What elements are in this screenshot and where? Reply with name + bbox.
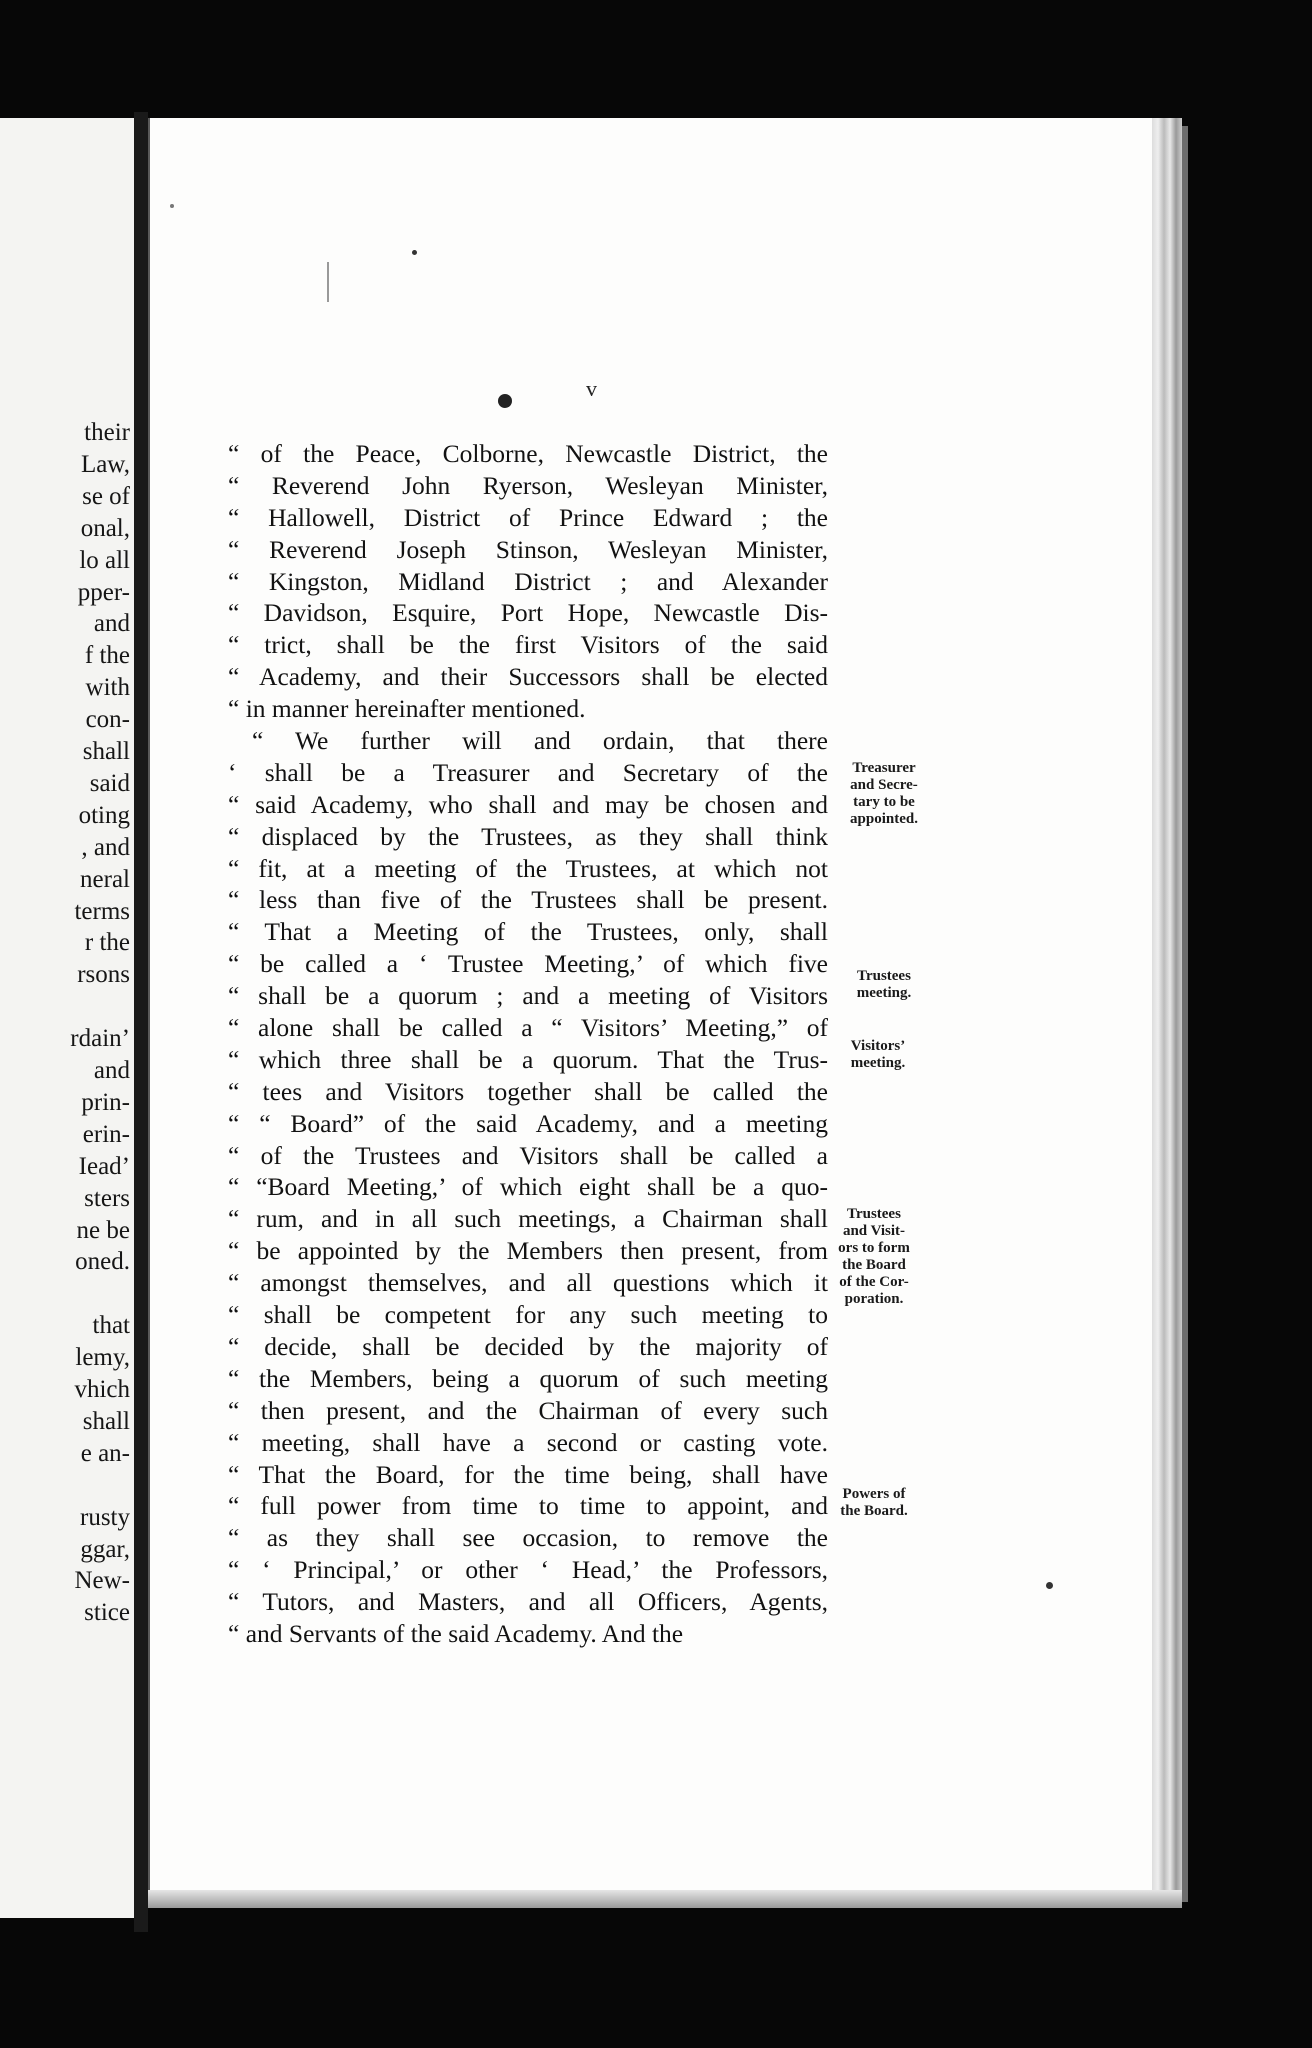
text-line: “ “Board Meeting,’ of which eight shall be a quo- bbox=[228, 1172, 828, 1202]
side-note-line: ors to form bbox=[838, 1240, 910, 1256]
left-page-fragment: New- bbox=[74, 1567, 130, 1595]
text-line: “ That the Board, for the time being, shall have bbox=[228, 1459, 828, 1489]
text-line: “ Davidson, Esquire, Port Hope, Newcastle Dis- bbox=[228, 598, 828, 628]
text-line: “ tees and Visitors together shall be called the bbox=[228, 1076, 828, 1106]
body-text bbox=[228, 438, 828, 1650]
text-line: “ full power from time to time to appoint, and bbox=[228, 1491, 828, 1521]
left-page-fragment: lemy, bbox=[75, 1344, 130, 1372]
side-note-line: Visitors’ bbox=[850, 1038, 906, 1054]
left-page-fragment: ne be bbox=[76, 1216, 130, 1244]
text-line: “ be called a ‘ Trustee Meeting,’ of which five bbox=[228, 949, 828, 979]
side-note-line: and Secre- bbox=[850, 777, 918, 793]
left-page-fragment: shall bbox=[82, 1407, 130, 1435]
text-line: “ rum, and in all such meetings, a Chairman shall bbox=[228, 1204, 828, 1234]
ink-speck bbox=[412, 250, 417, 255]
left-page-fragment: e an- bbox=[80, 1439, 130, 1467]
left-page-fragment: that bbox=[92, 1312, 130, 1340]
side-note-powers bbox=[818, 1486, 930, 1520]
left-page-fragment: oting bbox=[78, 801, 130, 829]
left-facing-page bbox=[0, 118, 137, 1918]
left-page-fragment: lo all bbox=[79, 546, 130, 574]
page-bottom-edge bbox=[148, 1890, 1182, 1908]
ink-speck bbox=[1046, 1582, 1053, 1589]
text-line: “ and Servants of the said Academy. And the bbox=[228, 1618, 684, 1648]
text-line: “ which three shall be a quorum. That the Trus- bbox=[228, 1044, 828, 1074]
side-note-trustees-meeting bbox=[828, 968, 940, 1002]
page-edge-shadow bbox=[1182, 126, 1188, 1902]
side-note-line: Trustees bbox=[847, 1206, 901, 1222]
text-line: ‘ shall be a Treasurer and Secretary of the bbox=[228, 757, 828, 787]
side-note-visitors-meeting bbox=[822, 1038, 934, 1072]
side-note-line: and Visit- bbox=[842, 1223, 906, 1239]
ink-speck bbox=[170, 204, 174, 208]
text-line: “ trict, shall be the first Visitors of the said bbox=[228, 630, 828, 660]
text-line: “ alone shall be called a “ Visitors’ Meeting,” of bbox=[228, 1013, 828, 1043]
text-line: “ meeting, shall have a second or casting vote. bbox=[228, 1427, 828, 1457]
left-page-fragment: with bbox=[85, 674, 130, 702]
left-page-fragment: ggar, bbox=[80, 1535, 130, 1563]
text-line: “ in manner hereinafter mentioned. bbox=[228, 694, 586, 724]
book-gutter bbox=[134, 112, 148, 1932]
left-page-fragment: sters bbox=[84, 1184, 130, 1212]
text-line: “ as they shall see occasion, to remove the bbox=[228, 1523, 828, 1553]
left-page-fragment: their bbox=[84, 419, 130, 446]
side-note-line: Powers of bbox=[842, 1486, 906, 1502]
side-note-treasurer bbox=[828, 760, 940, 828]
text-line: “ “ Board” of the said Academy, and a meeting bbox=[228, 1108, 828, 1138]
side-note-line: the Board. bbox=[840, 1503, 908, 1519]
text-line: “ That a Meeting of the Trustees, only, shall bbox=[228, 917, 828, 947]
left-page-fragment: Iead’ bbox=[78, 1152, 130, 1180]
side-note-line: meeting. bbox=[850, 1055, 906, 1071]
text-line: “ We further will and ordain, that there bbox=[252, 726, 828, 756]
left-page-fragment: se of bbox=[82, 482, 130, 510]
left-page-fragment: vhich bbox=[74, 1376, 130, 1403]
left-page-fragment: shall bbox=[82, 738, 130, 765]
left-page-fragment: con- bbox=[85, 706, 130, 734]
text-line: “ Kingston, Midland District ; and Alexander bbox=[228, 566, 828, 596]
side-note-line: tary to be bbox=[853, 794, 915, 810]
side-note-line: meeting. bbox=[856, 985, 912, 1001]
side-note-line: appointed. bbox=[850, 811, 918, 827]
side-note-line: poration. bbox=[844, 1291, 904, 1307]
text-line: “ Tutors, and Masters, and all Officers, Agents, bbox=[228, 1587, 828, 1617]
ink-speck bbox=[327, 262, 329, 302]
left-page-fragment: rusty bbox=[80, 1503, 130, 1531]
side-note-line: of the Cor- bbox=[839, 1274, 909, 1290]
text-line: “ fit, at a meeting of the Trustees, at which not bbox=[228, 853, 828, 883]
left-page-fragment: terms bbox=[74, 897, 130, 925]
text-line: “ of the Peace, Colborne, Newcastle District, the bbox=[228, 439, 828, 468]
printer-ornament-icon bbox=[498, 394, 512, 408]
left-page-fragment: said bbox=[89, 769, 130, 797]
text-line: “ shall be competent for any such meeting to bbox=[228, 1300, 828, 1330]
text-line: “ less than five of the Trustees shall be present. bbox=[228, 885, 828, 915]
left-page-fragment: prin- bbox=[81, 1088, 130, 1116]
left-page-fragment: and bbox=[93, 610, 130, 638]
left-page-fragment: Law, bbox=[80, 450, 130, 478]
left-page-fragment: f the bbox=[84, 642, 130, 670]
left-page-fragment: pper- bbox=[77, 578, 130, 606]
text-line: “ then present, and the Chairman of every such bbox=[228, 1395, 828, 1425]
text-line: “ shall be a quorum ; and a meeting of Visitors bbox=[228, 981, 828, 1011]
left-page-fragment: r the bbox=[84, 929, 130, 957]
left-page-fragment: oned. bbox=[75, 1248, 130, 1276]
page-number: v bbox=[586, 376, 597, 401]
side-note-corporation bbox=[818, 1206, 930, 1308]
text-line: “ amongst themselves, and all questions which it bbox=[228, 1268, 828, 1298]
text-line: “ ‘ Principal,’ or other ‘ Head,’ the Professors, bbox=[228, 1555, 828, 1585]
text-line: “ Reverend John Ryerson, Wesleyan Minister, bbox=[228, 470, 828, 500]
side-note-line: Trustees bbox=[857, 968, 911, 984]
text-line: “ the Members, being a quorum of such meeting bbox=[228, 1363, 828, 1393]
text-line: “ decide, shall be decided by the majority of bbox=[228, 1331, 828, 1361]
text-line: “ Reverend Joseph Stinson, Wesleyan Minister, bbox=[228, 534, 828, 564]
text-line: “ said Academy, who shall and may be chosen and bbox=[228, 789, 828, 819]
text-line: “ of the Trustees and Visitors shall be called a bbox=[228, 1140, 828, 1170]
left-page-fragment: rdain’ bbox=[70, 1025, 130, 1053]
side-note-line: the Board bbox=[842, 1257, 906, 1273]
left-page-fragment: stice bbox=[84, 1599, 130, 1627]
text-line: “ Hallowell, District of Prince Edward ; the bbox=[228, 502, 828, 532]
page-edge bbox=[1152, 118, 1182, 1908]
side-note-line: Treasurer bbox=[852, 760, 916, 776]
text-line: “ Academy, and their Successors shall be elected bbox=[228, 662, 828, 692]
left-page-fragment: neral bbox=[80, 865, 130, 893]
left-page-fragment: , and bbox=[81, 833, 130, 861]
left-page-fragment: onal, bbox=[80, 514, 130, 542]
left-page-fragment: erin- bbox=[82, 1120, 130, 1148]
text-line: “ be appointed by the Members then present, from bbox=[228, 1236, 828, 1266]
left-page-fragment: and bbox=[93, 1057, 130, 1084]
text-line: “ displaced by the Trustees, as they shall think bbox=[228, 821, 828, 851]
left-page-fragment: rsons bbox=[77, 961, 130, 989]
